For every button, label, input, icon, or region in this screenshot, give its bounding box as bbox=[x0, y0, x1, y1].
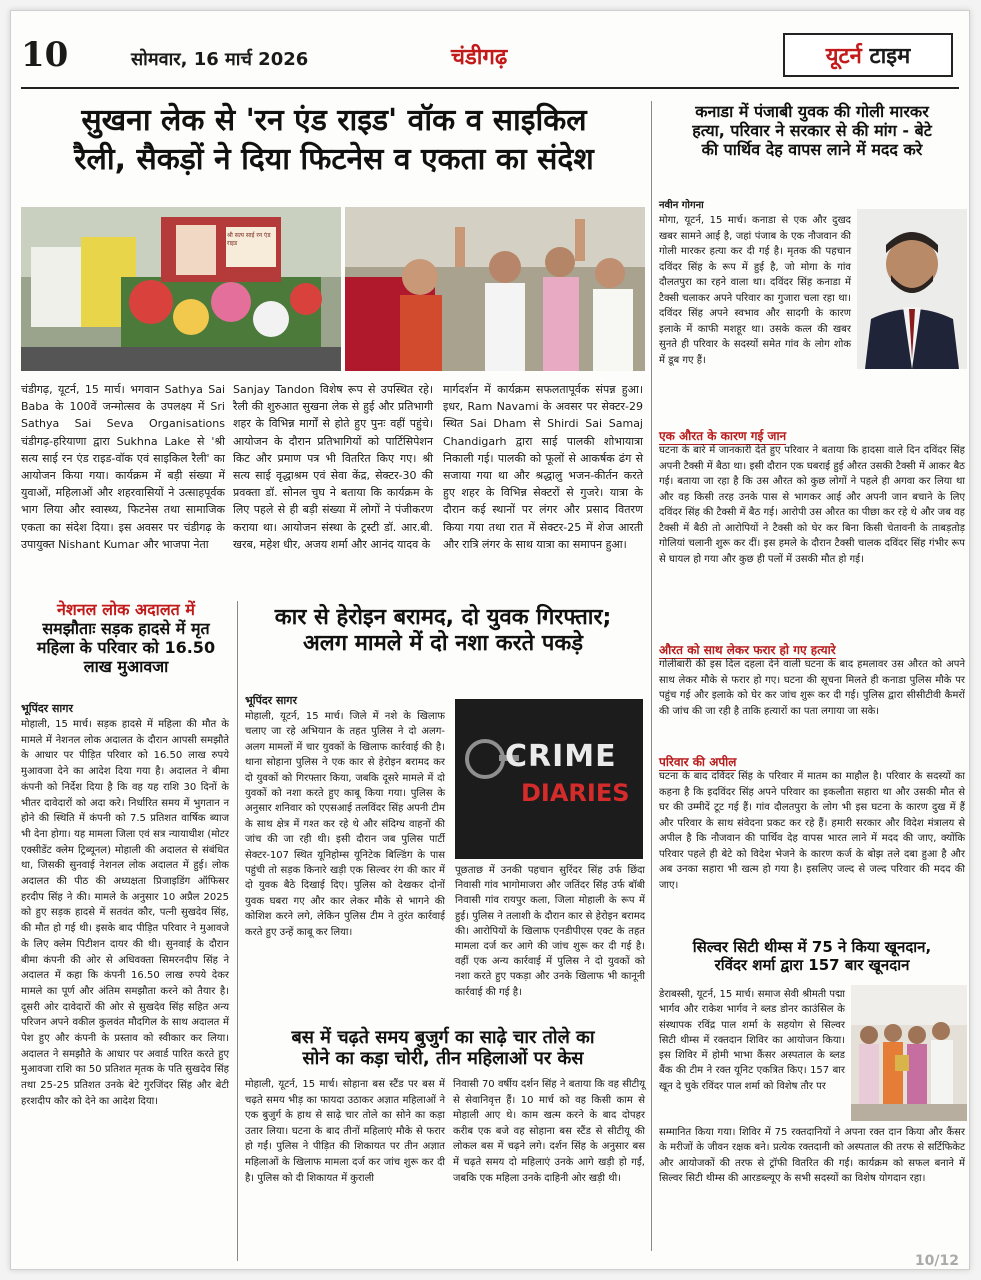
heroin-headline-line2: अलग मामले में दो नशा करते पकड़े bbox=[303, 630, 583, 656]
victim-photo bbox=[857, 209, 967, 369]
lok-adalat-headline-line1: नेशनल लोक अदालत में bbox=[57, 600, 195, 619]
lok-adalat-headline-line3: महिला के परिवार को 16.50 bbox=[36, 637, 216, 657]
canada-sub1 bbox=[659, 425, 965, 444]
canada-byline: नवीन गोगना bbox=[659, 200, 704, 211]
canada-subhead-2: औरत को साथ लेकर फरार हो गए हत्यारे bbox=[659, 643, 836, 657]
newspaper-page bbox=[10, 10, 970, 1270]
heroin-byline: भूपिंदर सागर bbox=[245, 694, 297, 707]
canada-para2: गोलीबारी की इस दिल दहला देने वाली घटना के बाद हमलावर उस औरत को अपने साथ लेकर मौके से फरार हो गए। घटना की सूचना मिलते ही कनाडा पुलिस मौके पर पहुंच गई और इलाके को घेर कर जांच शुरू कर दी गई। पुलिस द्वारा सीसीटीवी कैमरों की जांच की जा रही है ताकि हत्यारों का पता लगाया जा सके। bbox=[659, 659, 965, 717]
bus-headline-line2: सोने का कड़ा चोरी, तीन महिलाओं पर केस bbox=[302, 1048, 584, 1070]
canada-subhead-3: परिवार की अपील bbox=[659, 755, 737, 769]
lead-headline bbox=[25, 103, 643, 178]
canada-para1: घटना के बारे में जानकारी देते हुए परिवार ने बताया कि हादसा वाले दिन दविंदर सिंह अपनी टैक्सी में बैठा था। इसी दौरान एक घबराई हुई औरत उसकी टैक्सी में आकर बैठ गई। बताया जा रहा है कि उस औरत को कुछ लोगों ने पहले ही अगवा कर लिया था और वह किसी तरह उनके पास से भागकर आई और अपनी जान बचाने के लिए दविंदर सिंह की टैक्सी में बैठ गई। आरोपी उस औरत का पीछा कर रहे थे और जब वह टैक्सी में बैठी तो आरोपियों ने टैक्सी को घेर कर बिना किसी चेतावनी के ताबड़तोड़ गोलियां चलानी शुरू कर दीं। इस हमले के दौरान टैक्सी चालक दविंदर सिंह गंभीर रूप से घायल हो गया और कुछ ही पलों में उसकी मौत हो गई। bbox=[659, 445, 965, 565]
edition-city: चंडीगढ़ bbox=[451, 45, 508, 70]
canada-subhead-1: एक औरत के कारण गई जान bbox=[659, 429, 787, 443]
lok-adalat-byline: भूपिंदर सागर bbox=[21, 702, 73, 715]
lead-col-2: Sanjay Tandon विशेष रूप से उपस्थित रहे। रैली की शुरुआत सुखना लेक से हुई और प्रतिभागी शहर के विभिन्न मार्गों से होते हुए पुनः वहीं पहुंचे। आयोजन के दौरान प्रतिभागियों को पार्टिसिपेशन किट और प्रमाण पत्र भी वितरित किए गए। श्री सत्य साई वृद्धाश्रम एवं सेवा केंद्र, सेक्टर-30 की प्रवक्ता डॉ. सोनल चुघ ने बताया कि कार्यक्रम के लिए पहले से ही बड़ी संख्या में लोगों ने पंजीकरण कराया था। आयोजन संस्था के ट्रस्टी डॉ. आर.बी. खरब, महेश धीर, अजय शर्मा और आनंद यादव के bbox=[233, 383, 433, 551]
lok-adalat-body: मोहाली, 15 मार्च। सड़क हादसे में महिला की मौत के मामले में नेशनल लोक अदालत के दौरान आपसी समझौते के आधार पर पीड़ित परिवार को 16.50 लाख रुपये मुआवजा देने का आदेश दिया गया है। अदालत ने बीमा कंपनी को निर्देश दिया है कि वह यह राशि 30 दिनों के भीतर दावेदारों को अदा करे। निर्धारित समय में भुगतान न होने की स्थिति में कंपनी को 7.5 प्रतिशत वार्षिक ब्याज भी देना होगा। यह मामला जिला एवं सत्र न्यायाधीश (मोटर एक्सीडेंट क्लेम ट्रिब्यूनल) मोहाली की अदालत से संबंधित था, जिसकी सुनवाई नेशनल लोक अदालत में हुई। लोक अदालत की पीठ की अध्यक्षता प्रिजाइडिंग ऑफिसर हरदीप सिंह ने की। मामले के अनुसार 10 अप्रैल 2025 को हुए सड़क हादसे में सतवंत कौर, पत्नी सुखदेव सिंह, की मौत हो गई थी। इसके बाद पीड़ित परिवार ने मुआवजे के लिए क्लेम पिटीशन दायर की थी। सुनवाई के दौरान बीमा कंपनी की ओर से अधिवक्ता सिमरनदीप सिंह ने अदालत में कहा कि कंपनी 16.50 लाख रुपये देकर मामले का पूर्ण और अंतिम समझौता करने को तैयार है। दूसरी ओर दावेदारों की ओर से सुखदेव सिंह सहित अन्य परिजन अपने वकील कुलवंत मौदगिल के साथ अदालत में पेश हुए और कंपनी के प्रस्ताव को स्वीकार कर लिया। अदालत ने समझौते के आधार पर अवार्ड पारित करते हुए मुआवजा राशि का 50 प्रतिशत मृतक के पति सुखदेव सिंह तथा 25-25 प्रतिशत उनके बेटे गुरजिंदर सिंह और बेटी हरशदीप कौर को देने का आदेश दिया। bbox=[21, 719, 229, 1107]
heroin-col-a: मोहाली, यूटर्न, 15 मार्च। जिले में नशे के खिलाफ चलाए जा रहे अभियान के तहत पुलिस ने दो अलग-अलग मामलों में चार युवकों के खिलाफ कार्रवाई की है। थाना सोहाना पुलिस ने एक कार से हेरोइन बरामद कर दो युवकों को गिरफ्तार किया, जबकि दूसरे मामले में दो युवकों को नशा करते हुए काबू किया गया। पुलिस के अनुसार शनिवार को एएसआई तलविंदर सिंह अपनी टीम के साथ क्षेत्र में गश्त कर रहे थे और संदिग्ध वाहनों की जांच की जा रही थी। इसी दौरान जब पुलिस पार्टी सेक्टर-107 स्थित यूनिहोम्स यूनिटेक बिल्डिंग के पास पहुंची तो सड़क किनारे खड़ी एक सिल्वर रंग की कार में दो युवक बैठे दिखाई दिए। पुलिस को देखकर दोनों युवक घबरा गए और कार लेकर मौके से भागने की कोशिश करने लगे, लेकिन पुलिस टीम ने तुरंत कार्रवाई करते हुए उन्हें काबू कर लिया। bbox=[245, 711, 445, 938]
crime-subtitle: DIARIES bbox=[521, 779, 630, 807]
canada-sub2 bbox=[659, 639, 965, 658]
bus-col-a: मोहाली, यूटर्न, 15 मार्च। सोहाना बस स्टैंड पर बस में चढ़ते समय भीड़ का फायदा उठाकर अज्ञात महिलाओं ने एक बुजुर्ग के हाथ से साढ़े चार तोले का सोने का कड़ा उतार लिया। घटना के बाद तीनों महिलाएं मौके से फरार हो गईं। पुलिस ने पीड़ित की शिकायत पर तीन अज्ञात महिलाओं के खिलाफ मामला दर्ज कर जांच शुरू कर दी है। पुलिस को दी शिकायत में कुराली bbox=[245, 1079, 445, 1184]
bus-headline bbox=[243, 1027, 643, 1069]
lead-col-3: मार्गदर्शन में कार्यक्रम सफलतापूर्वक संपन्न हुआ। इधर, Ram Navami के अवसर पर सेक्टर-29 स्थित Sai Dham से Shirdi Sai Samaj Chandigarh द्वारा साई पालकी शोभायात्रा निकाली गई। पालकी को फूलों से आकर्षक ढंग से सजाया गया था और श्रद्धालु भजन-कीर्तन करते हुए शहर के विभिन्न सेक्टरों से गुजरे। यात्रा के दौरान कई स्थानों पर लंगर और प्रसाद वितरण किया गया तथा रात में सेक्टर-25 में शेज आरती और रात्रि लंगर के साथ यात्रा का समापन हुआ। bbox=[443, 383, 643, 551]
canada-headline-line1: कनाडा में पंजाबी युवक की गोली मारकर bbox=[695, 102, 929, 121]
lead-headline-line2: रैली, सैकड़ों ने दिया फिटनेस व एकता का संदेश bbox=[74, 142, 594, 178]
newspaper-logo bbox=[783, 33, 953, 77]
lok-adalat-headline-line2: समझौताः सड़क हादसे में मृत bbox=[42, 618, 210, 638]
silver-full-text: सम्मानित किया गया। शिविर में 75 रक्तदानियों ने अपना रक्त दान किया और कैंसर के मरीजों के जीवन रक्षक बने। प्रत्येक रक्तदानी को अस्पताल की तरफ से सर्टिफिकेट और आयोजकों की तरफ से ट्रॉफी वितरित की गई। कार्यक्रम को सफल बनाने में सिल्वर सिटी थीम्स की आरडब्ल्यूए के सभी सदस्यों का विशेष योगदान रहा। bbox=[659, 1127, 965, 1184]
rally-photo-1 bbox=[21, 207, 341, 371]
column-divider bbox=[237, 601, 238, 1261]
heroin-headline-line1: कार से हेरोइन बरामद, दो युवक गिरफ्तार; bbox=[274, 605, 612, 630]
canada-para3: घटना के बाद दविंदर सिंह के परिवार में मातम का माहौल है। परिवार के सदस्यों का कहना है कि इदविंदर सिंह अपने परिवार का इकलौता सहारा था और उसकी मौत से घर की उम्मीदें टूट गई हैं। गांव दौलतपुरा के लोग भी इस घटना के कारण दुख में हैं और परिवार के साथ संवेदना प्रकट कर रहे हैं। हमारी सरकार और विदेश मंत्रालय से अपील है कि नौजवान की पार्थिव देह वापस भारत लाने में मदद की जाए, क्योंकि परिवार पहले ही बेटे को विदेश भेजने के कारण कर्ज के बोझ तले दबा हुआ है और अब उनका सहारा भी खत्म हो गया है। इसलिए जल्द से जल्द परिवार की मदद की जाए। bbox=[659, 771, 965, 891]
masthead bbox=[21, 29, 959, 89]
page-counter: 10/12 bbox=[914, 1253, 959, 1269]
rally-photo-2 bbox=[345, 207, 645, 371]
heroin-headline bbox=[243, 605, 643, 657]
canada-headline-line2: हत्या, परिवार ने सरकार से की मांग - बेटे bbox=[692, 120, 932, 140]
bus-col-b: निवासी 70 वर्षीय दर्शन सिंह ने बताया कि वह सीटीयू से सेवानिवृत्त हैं। 10 मार्च को वह किसी काम से मोहाली आए थे। काम खत्म करने के बाद दोपहर करीब एक बजे वह सोहाना बस स्टैंड से सीटीयू की लोकल बस में चढ़ने लगे। दर्शन सिंह के अनुसार बस में चढ़ते समय दो महिलाएं उनके आगे खड़ी हो गईं, जबकि एक महिला उनके दाहिनी ओर खड़ी थी। bbox=[453, 1079, 645, 1184]
canada-intro: मोगा, यूटर्न, 15 मार्च। कनाडा से एक और दुखद खबर सामने आई है, जहां पंजाब के एक नौजवान की गोली मारकर हत्या कर दी गई है। मृतक की पहचान दविंदर सिंह के रूप में हुई है, जो मोगा के गांव दौलतपुरा का रहने वाला था। दविंदर सिंह कनाडा में टैक्सी चलाकर अपने परिवार का गुजारा चला रहा था। दविंदर सिंह अपने स्वभाव और सादगी के कारण इलाके में काफी मशहूर था। उसके कत्ल की खबर सुनते ही परिवार के सदस्यों समेत गांव के लोग शोक में डूब गए हैं। bbox=[659, 215, 851, 366]
lead-headline-line1: सुखना लेक से 'रन एंड राइड' वॉक व साइकिल bbox=[81, 103, 587, 138]
lok-adalat-headline bbox=[23, 601, 229, 677]
blood-donation-photo bbox=[851, 985, 967, 1121]
silver-headline bbox=[659, 939, 965, 974]
lead-col-1: चंडीगढ़, यूटर्न, 15 मार्च। भगवान Sathya Sai Baba के 100वें जन्मोत्सव के उपलक्ष्य में Sri Sathya Sai Seva Organisations चंडीगढ़-हरियाणा द्वारा Sukhna Lake से 'श्री सत्य साई रन एंड राइड-वॉक एवं साइकिल रैली' का आयोजन किया गया। कार्यक्रम में बड़ी संख्या में युवाओं, महिलाओं और शहरवासियों ने उत्साहपूर्वक भाग लिया और स्वास्थ्य, फिटनेस तथा सामाजिक एकता का संदेश दिया। इस अवसर पर चंडीगढ़ के उपायुक्त Nishant Kumar और भाजपा नेता bbox=[21, 383, 225, 551]
canada-sub3 bbox=[659, 751, 965, 770]
silver-headline-line2: रविंदर शर्मा द्वारा 157 बार खूनदान bbox=[714, 955, 910, 974]
canada-headline-line3: की पार्थिव देह वापस लाने में मदद करे bbox=[701, 139, 923, 159]
bus-headline-line1: बस में चढ़ते समय बुजुर्ग का साढ़े चार तोले का bbox=[291, 1027, 595, 1048]
logo-word-1: यूटर्न bbox=[825, 44, 862, 69]
rally-banner-text: श्री सत्य साई रन एंड राइड bbox=[227, 232, 271, 247]
logo-word-2: टाइम bbox=[869, 44, 911, 69]
canada-headline bbox=[659, 103, 965, 160]
crime-title: CRIME bbox=[505, 739, 617, 774]
page-number: 10 bbox=[21, 35, 69, 75]
heroin-col-b: पूछताछ में उनकी पहचान सुरिंदर सिंह उर्फ छिंदा निवासी गांव भागोमाजरा और जतिंदर सिंह उर्फ बॉबी निवासी गांव रायपुर कला, जिला मोहाली के रूप में हुई। पुलिस ने तलाशी के दौरान कार से हेरोइन बरामद की। आरोपियों के खिलाफ एनडीपीएस एक्ट के तहत मामला दर्ज कर आगे की जांच शुरू कर दी गई है। वहीं एक अन्य कार्रवाई में पुलिस ने दो युवकों को नशा करते हुए पकड़ा और उनके खिलाफ भी कानूनी कार्रवाई की गई है। bbox=[455, 865, 645, 998]
edition-date: सोमवार, 16 मार्च 2026 bbox=[131, 49, 309, 70]
column-divider bbox=[651, 101, 652, 1251]
silver-col-text: डेराबस्सी, यूटर्न, 15 मार्च। समाज सेवी श्रीमती पद्मा भार्गव और राकेश भार्गव ने ब्लड डोनर काउंसिल के संस्थापक रविंद्र पाल शर्मा के सहयोग से सिल्वर सिटी थीम्स में रक्तदान शिविर का आयोजन किया। इस शिविर में होमी भाभा कैंसर अस्पताल के ब्लड बैंक की टीम ने रक्त यूनिट एकत्रित किए। 157 बार खून दे चुके रविंदर पाल शर्मा को विशेष तौर पर bbox=[659, 989, 845, 1092]
silver-headline-line1: सिल्वर सिटी थीम्स में 75 ने किया खूनदान, bbox=[692, 938, 932, 956]
lok-adalat-headline-line4: लाख मुआवजा bbox=[83, 656, 169, 676]
crime-diaries-graphic bbox=[455, 699, 643, 859]
